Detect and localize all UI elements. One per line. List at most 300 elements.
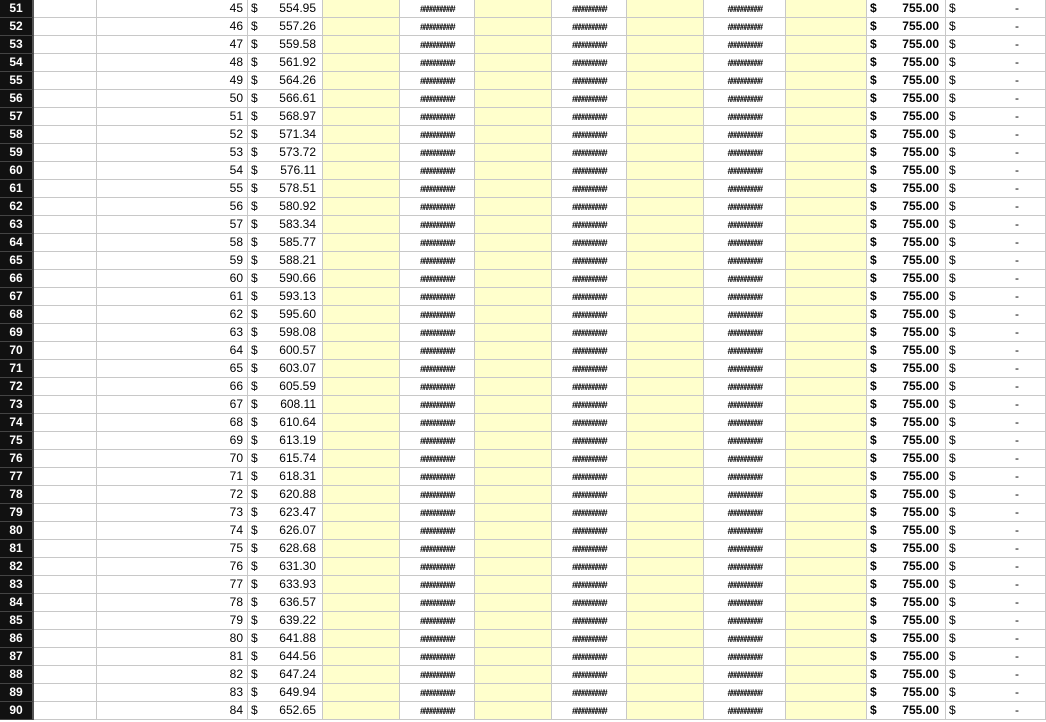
cell-period[interactable]: 76 [97, 558, 248, 576]
cell-hash-3[interactable]: ########## [704, 396, 786, 414]
cell-hash-3[interactable]: ########## [704, 0, 786, 18]
cell-input-4[interactable] [786, 108, 867, 126]
cell-input-4[interactable] [786, 486, 867, 504]
cell-balance[interactable] [946, 162, 1046, 180]
cell-period[interactable]: 65 [97, 360, 248, 378]
cell-input-4[interactable] [786, 288, 867, 306]
cell-balance[interactable] [946, 684, 1046, 702]
cell-col-a[interactable] [34, 504, 97, 522]
cell-input-4[interactable] [786, 576, 867, 594]
cell-hash-3[interactable]: ########## [704, 558, 786, 576]
cell-input-1[interactable] [323, 414, 400, 432]
cell-amount[interactable] [248, 504, 323, 522]
cell-hash-2[interactable]: ########## [552, 378, 627, 396]
cell-input-3[interactable] [627, 396, 704, 414]
cell-balance[interactable] [946, 540, 1046, 558]
cell-input-4[interactable] [786, 648, 867, 666]
cell-amount[interactable] [248, 684, 323, 702]
cell-input-4[interactable] [786, 630, 867, 648]
cell-input-4[interactable] [786, 396, 867, 414]
cell-hash-1[interactable]: ########## [400, 684, 475, 702]
cell-input-4[interactable] [786, 198, 867, 216]
cell-input-4[interactable] [786, 468, 867, 486]
cell-col-a[interactable] [34, 612, 97, 630]
cell-balance[interactable] [946, 18, 1046, 36]
cell-input-4[interactable] [786, 684, 867, 702]
cell-input-1[interactable] [323, 630, 400, 648]
row-header[interactable]: 55 [0, 72, 34, 90]
cell-input-1[interactable] [323, 594, 400, 612]
cell-col-a[interactable] [34, 702, 97, 720]
cell-col-a[interactable] [34, 18, 97, 36]
cell-input-1[interactable] [323, 234, 400, 252]
cell-period[interactable]: 82 [97, 666, 248, 684]
cell-col-a[interactable] [34, 162, 97, 180]
cell-payment[interactable] [867, 576, 946, 594]
cell-payment[interactable] [867, 162, 946, 180]
cell-input-1[interactable] [323, 450, 400, 468]
cell-col-a[interactable] [34, 234, 97, 252]
cell-col-a[interactable] [34, 342, 97, 360]
cell-input-2[interactable] [475, 18, 552, 36]
cell-input-4[interactable] [786, 90, 867, 108]
cell-period[interactable]: 74 [97, 522, 248, 540]
cell-hash-3[interactable]: ########## [704, 342, 786, 360]
cell-input-4[interactable] [786, 324, 867, 342]
cell-input-2[interactable] [475, 684, 552, 702]
cell-hash-1[interactable]: ########## [400, 432, 475, 450]
cell-balance[interactable] [946, 666, 1046, 684]
row-header[interactable]: 61 [0, 180, 34, 198]
cell-input-2[interactable] [475, 0, 552, 18]
cell-input-3[interactable] [627, 702, 704, 720]
cell-payment[interactable] [867, 54, 946, 72]
row-header[interactable]: 86 [0, 630, 34, 648]
cell-hash-1[interactable]: ########## [400, 414, 475, 432]
cell-hash-2[interactable]: ########## [552, 540, 627, 558]
cell-balance[interactable] [946, 180, 1046, 198]
row-header[interactable]: 76 [0, 450, 34, 468]
cell-col-a[interactable] [34, 666, 97, 684]
cell-hash-3[interactable]: ########## [704, 144, 786, 162]
cell-period[interactable]: 45 [97, 0, 248, 18]
row-header[interactable]: 84 [0, 594, 34, 612]
cell-balance[interactable] [946, 648, 1046, 666]
cell-input-4[interactable] [786, 252, 867, 270]
cell-input-2[interactable] [475, 576, 552, 594]
cell-input-2[interactable] [475, 342, 552, 360]
cell-hash-3[interactable]: ########## [704, 270, 786, 288]
cell-input-3[interactable] [627, 108, 704, 126]
cell-hash-2[interactable]: ########## [552, 54, 627, 72]
cell-input-1[interactable] [323, 324, 400, 342]
cell-hash-1[interactable]: ########## [400, 18, 475, 36]
row-header[interactable]: 65 [0, 252, 34, 270]
cell-input-3[interactable] [627, 180, 704, 198]
cell-payment[interactable] [867, 198, 946, 216]
cell-period[interactable]: 55 [97, 180, 248, 198]
cell-hash-3[interactable]: ########## [704, 324, 786, 342]
cell-payment[interactable] [867, 666, 946, 684]
cell-input-3[interactable] [627, 468, 704, 486]
cell-input-3[interactable] [627, 486, 704, 504]
cell-hash-1[interactable]: ########## [400, 558, 475, 576]
cell-col-a[interactable] [34, 594, 97, 612]
cell-input-3[interactable] [627, 504, 704, 522]
cell-payment[interactable] [867, 234, 946, 252]
row-header[interactable]: 79 [0, 504, 34, 522]
cell-hash-1[interactable]: ########## [400, 522, 475, 540]
cell-input-3[interactable] [627, 630, 704, 648]
cell-input-2[interactable] [475, 558, 552, 576]
row-header[interactable]: 54 [0, 54, 34, 72]
cell-hash-1[interactable]: ########## [400, 54, 475, 72]
cell-payment[interactable] [867, 594, 946, 612]
row-header[interactable]: 51 [0, 0, 34, 18]
cell-input-4[interactable] [786, 72, 867, 90]
cell-input-2[interactable] [475, 270, 552, 288]
cell-amount[interactable] [248, 252, 323, 270]
cell-col-a[interactable] [34, 360, 97, 378]
cell-balance[interactable] [946, 306, 1046, 324]
cell-balance[interactable] [946, 36, 1046, 54]
cell-input-1[interactable] [323, 162, 400, 180]
cell-hash-2[interactable]: ########## [552, 648, 627, 666]
cell-input-2[interactable] [475, 486, 552, 504]
cell-amount[interactable] [248, 378, 323, 396]
cell-input-4[interactable] [786, 432, 867, 450]
cell-hash-1[interactable]: ########## [400, 180, 475, 198]
row-header[interactable]: 78 [0, 486, 34, 504]
cell-input-3[interactable] [627, 342, 704, 360]
cell-amount[interactable] [248, 522, 323, 540]
cell-hash-1[interactable]: ########## [400, 378, 475, 396]
cell-col-a[interactable] [34, 486, 97, 504]
cell-payment[interactable] [867, 612, 946, 630]
cell-col-a[interactable] [34, 558, 97, 576]
cell-hash-2[interactable]: ########## [552, 108, 627, 126]
cell-input-4[interactable] [786, 522, 867, 540]
cell-payment[interactable] [867, 450, 946, 468]
cell-input-4[interactable] [786, 234, 867, 252]
cell-col-a[interactable] [34, 288, 97, 306]
cell-input-4[interactable] [786, 360, 867, 378]
cell-hash-3[interactable]: ########## [704, 72, 786, 90]
row-header[interactable]: 69 [0, 324, 34, 342]
cell-hash-3[interactable]: ########## [704, 216, 786, 234]
cell-payment[interactable] [867, 90, 946, 108]
cell-balance[interactable] [946, 342, 1046, 360]
cell-hash-2[interactable]: ########## [552, 504, 627, 522]
cell-input-2[interactable] [475, 594, 552, 612]
cell-period[interactable]: 54 [97, 162, 248, 180]
cell-hash-1[interactable]: ########## [400, 360, 475, 378]
cell-amount[interactable] [248, 306, 323, 324]
cell-amount[interactable] [248, 144, 323, 162]
cell-payment[interactable] [867, 504, 946, 522]
cell-input-2[interactable] [475, 450, 552, 468]
cell-input-1[interactable] [323, 504, 400, 522]
cell-hash-2[interactable]: ########## [552, 90, 627, 108]
cell-input-3[interactable] [627, 684, 704, 702]
cell-input-4[interactable] [786, 342, 867, 360]
cell-period[interactable]: 62 [97, 306, 248, 324]
cell-payment[interactable] [867, 72, 946, 90]
cell-balance[interactable] [946, 378, 1046, 396]
cell-amount[interactable] [248, 270, 323, 288]
cell-input-3[interactable] [627, 414, 704, 432]
row-header[interactable]: 62 [0, 198, 34, 216]
cell-hash-2[interactable]: ########## [552, 468, 627, 486]
cell-amount[interactable] [248, 630, 323, 648]
cell-hash-1[interactable]: ########## [400, 594, 475, 612]
cell-input-1[interactable] [323, 378, 400, 396]
cell-balance[interactable] [946, 0, 1046, 18]
cell-amount[interactable] [248, 468, 323, 486]
cell-hash-2[interactable]: ########## [552, 612, 627, 630]
cell-input-2[interactable] [475, 324, 552, 342]
cell-balance[interactable] [946, 630, 1046, 648]
cell-payment[interactable] [867, 684, 946, 702]
cell-hash-3[interactable]: ########## [704, 306, 786, 324]
cell-period[interactable]: 56 [97, 198, 248, 216]
cell-hash-2[interactable]: ########## [552, 198, 627, 216]
cell-hash-2[interactable]: ########## [552, 630, 627, 648]
cell-input-2[interactable] [475, 396, 552, 414]
cell-input-3[interactable] [627, 378, 704, 396]
cell-period[interactable]: 73 [97, 504, 248, 522]
cell-input-2[interactable] [475, 288, 552, 306]
cell-hash-2[interactable]: ########## [552, 162, 627, 180]
cell-payment[interactable] [867, 540, 946, 558]
cell-col-a[interactable] [34, 36, 97, 54]
cell-col-a[interactable] [34, 630, 97, 648]
cell-input-3[interactable] [627, 54, 704, 72]
cell-input-2[interactable] [475, 144, 552, 162]
cell-balance[interactable] [946, 612, 1046, 630]
cell-hash-3[interactable]: ########## [704, 414, 786, 432]
cell-period[interactable]: 52 [97, 126, 248, 144]
cell-hash-3[interactable]: ########## [704, 504, 786, 522]
cell-hash-2[interactable]: ########## [552, 450, 627, 468]
cell-input-3[interactable] [627, 288, 704, 306]
cell-input-1[interactable] [323, 558, 400, 576]
row-header[interactable]: 81 [0, 540, 34, 558]
cell-period[interactable]: 70 [97, 450, 248, 468]
cell-hash-3[interactable]: ########## [704, 252, 786, 270]
cell-input-4[interactable] [786, 36, 867, 54]
row-header[interactable]: 52 [0, 18, 34, 36]
cell-hash-1[interactable]: ########## [400, 216, 475, 234]
cell-hash-2[interactable]: ########## [552, 288, 627, 306]
cell-hash-2[interactable]: ########## [552, 414, 627, 432]
cell-balance[interactable] [946, 198, 1046, 216]
row-header[interactable]: 72 [0, 378, 34, 396]
cell-hash-3[interactable]: ########## [704, 18, 786, 36]
row-header[interactable]: 70 [0, 342, 34, 360]
cell-hash-1[interactable]: ########## [400, 324, 475, 342]
cell-period[interactable]: 58 [97, 234, 248, 252]
cell-input-1[interactable] [323, 396, 400, 414]
cell-payment[interactable] [867, 324, 946, 342]
cell-amount[interactable] [248, 702, 323, 720]
cell-period[interactable]: 59 [97, 252, 248, 270]
cell-amount[interactable] [248, 0, 323, 18]
cell-amount[interactable] [248, 558, 323, 576]
cell-input-4[interactable] [786, 180, 867, 198]
cell-input-1[interactable] [323, 108, 400, 126]
row-header[interactable]: 60 [0, 162, 34, 180]
cell-col-a[interactable] [34, 270, 97, 288]
cell-amount[interactable] [248, 108, 323, 126]
cell-input-4[interactable] [786, 558, 867, 576]
cell-hash-3[interactable]: ########## [704, 90, 786, 108]
cell-input-3[interactable] [627, 576, 704, 594]
cell-hash-1[interactable]: ########## [400, 198, 475, 216]
cell-payment[interactable] [867, 126, 946, 144]
cell-hash-2[interactable]: ########## [552, 180, 627, 198]
cell-input-3[interactable] [627, 612, 704, 630]
cell-payment[interactable] [867, 36, 946, 54]
cell-hash-3[interactable]: ########## [704, 198, 786, 216]
cell-input-3[interactable] [627, 144, 704, 162]
cell-input-3[interactable] [627, 432, 704, 450]
cell-hash-1[interactable]: ########## [400, 126, 475, 144]
cell-input-1[interactable] [323, 180, 400, 198]
cell-hash-1[interactable]: ########## [400, 468, 475, 486]
cell-amount[interactable] [248, 162, 323, 180]
row-header[interactable]: 74 [0, 414, 34, 432]
cell-input-1[interactable] [323, 612, 400, 630]
cell-input-1[interactable] [323, 36, 400, 54]
cell-hash-3[interactable]: ########## [704, 36, 786, 54]
cell-input-4[interactable] [786, 126, 867, 144]
cell-period[interactable]: 84 [97, 702, 248, 720]
cell-hash-1[interactable]: ########## [400, 576, 475, 594]
cell-hash-3[interactable]: ########## [704, 360, 786, 378]
cell-hash-2[interactable]: ########## [552, 36, 627, 54]
cell-balance[interactable] [946, 594, 1046, 612]
cell-balance[interactable] [946, 72, 1046, 90]
cell-amount[interactable] [248, 396, 323, 414]
cell-hash-1[interactable]: ########## [400, 504, 475, 522]
cell-balance[interactable] [946, 54, 1046, 72]
cell-input-2[interactable] [475, 702, 552, 720]
cell-hash-3[interactable]: ########## [704, 126, 786, 144]
row-header[interactable]: 68 [0, 306, 34, 324]
cell-balance[interactable] [946, 108, 1046, 126]
cell-col-a[interactable] [34, 468, 97, 486]
cell-input-2[interactable] [475, 522, 552, 540]
cell-input-1[interactable] [323, 468, 400, 486]
cell-input-2[interactable] [475, 108, 552, 126]
cell-input-2[interactable] [475, 234, 552, 252]
cell-hash-1[interactable]: ########## [400, 252, 475, 270]
cell-balance[interactable] [946, 270, 1046, 288]
cell-amount[interactable] [248, 414, 323, 432]
cell-input-4[interactable] [786, 18, 867, 36]
cell-hash-2[interactable]: ########## [552, 702, 627, 720]
cell-hash-3[interactable]: ########## [704, 594, 786, 612]
cell-col-a[interactable] [34, 414, 97, 432]
cell-col-a[interactable] [34, 126, 97, 144]
cell-col-a[interactable] [34, 180, 97, 198]
cell-hash-1[interactable]: ########## [400, 0, 475, 18]
cell-hash-3[interactable]: ########## [704, 432, 786, 450]
cell-col-a[interactable] [34, 648, 97, 666]
cell-amount[interactable] [248, 486, 323, 504]
cell-amount[interactable] [248, 594, 323, 612]
cell-hash-2[interactable]: ########## [552, 270, 627, 288]
cell-period[interactable]: 72 [97, 486, 248, 504]
row-header[interactable]: 57 [0, 108, 34, 126]
cell-hash-2[interactable]: ########## [552, 0, 627, 18]
cell-input-1[interactable] [323, 576, 400, 594]
cell-balance[interactable] [946, 252, 1046, 270]
cell-amount[interactable] [248, 648, 323, 666]
cell-hash-1[interactable]: ########## [400, 540, 475, 558]
cell-input-3[interactable] [627, 216, 704, 234]
cell-amount[interactable] [248, 198, 323, 216]
cell-input-4[interactable] [786, 162, 867, 180]
cell-payment[interactable] [867, 0, 946, 18]
cell-payment[interactable] [867, 468, 946, 486]
cell-input-2[interactable] [475, 612, 552, 630]
cell-input-4[interactable] [786, 306, 867, 324]
cell-input-1[interactable] [323, 522, 400, 540]
cell-input-1[interactable] [323, 0, 400, 18]
cell-payment[interactable] [867, 486, 946, 504]
cell-input-2[interactable] [475, 432, 552, 450]
row-header[interactable]: 71 [0, 360, 34, 378]
cell-col-a[interactable] [34, 522, 97, 540]
cell-input-4[interactable] [786, 540, 867, 558]
cell-period[interactable]: 78 [97, 594, 248, 612]
cell-hash-3[interactable]: ########## [704, 684, 786, 702]
cell-hash-2[interactable]: ########## [552, 396, 627, 414]
cell-input-1[interactable] [323, 18, 400, 36]
cell-balance[interactable] [946, 216, 1046, 234]
cell-payment[interactable] [867, 18, 946, 36]
cell-col-a[interactable] [34, 576, 97, 594]
cell-hash-2[interactable]: ########## [552, 684, 627, 702]
cell-hash-1[interactable]: ########## [400, 486, 475, 504]
cell-hash-3[interactable]: ########## [704, 648, 786, 666]
cell-hash-3[interactable]: ########## [704, 162, 786, 180]
cell-period[interactable]: 50 [97, 90, 248, 108]
cell-hash-1[interactable]: ########## [400, 306, 475, 324]
cell-amount[interactable] [248, 90, 323, 108]
cell-hash-2[interactable]: ########## [552, 324, 627, 342]
cell-payment[interactable] [867, 108, 946, 126]
cell-hash-2[interactable]: ########## [552, 306, 627, 324]
cell-input-3[interactable] [627, 36, 704, 54]
cell-input-3[interactable] [627, 648, 704, 666]
cell-payment[interactable] [867, 378, 946, 396]
cell-amount[interactable] [248, 54, 323, 72]
cell-input-4[interactable] [786, 378, 867, 396]
row-header[interactable]: 90 [0, 702, 34, 720]
cell-balance[interactable] [946, 288, 1046, 306]
row-header[interactable]: 63 [0, 216, 34, 234]
cell-input-2[interactable] [475, 72, 552, 90]
cell-period[interactable]: 67 [97, 396, 248, 414]
cell-period[interactable]: 61 [97, 288, 248, 306]
cell-payment[interactable] [867, 270, 946, 288]
cell-hash-2[interactable]: ########## [552, 126, 627, 144]
cell-period[interactable]: 66 [97, 378, 248, 396]
row-header[interactable]: 53 [0, 36, 34, 54]
